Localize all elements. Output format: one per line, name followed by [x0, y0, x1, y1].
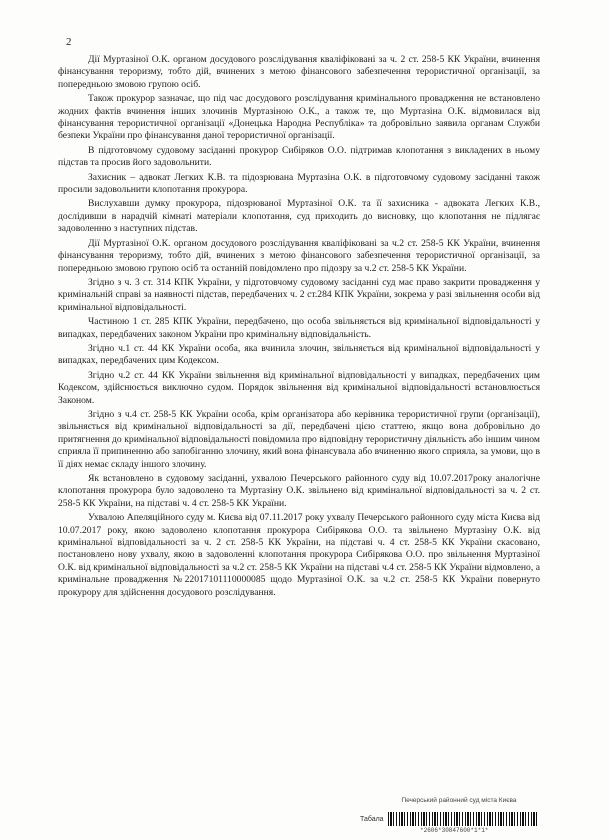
- barcode-number: *2606*30847600*1*1*: [420, 827, 489, 834]
- paragraph: Згідно ч.1 ст. 44 КК України особа, яка вчинила злочин, звільняється від кримінальної відповідальності у випадках, передбачених цим Кодексом.: [58, 342, 540, 367]
- paragraph: Також прокурор зазначає, що під час досудового розслідування кримінального провадження не встановлено жодних фактів вчинення інших злочинів Муртазіною О.К., а також те, що Муртазіна О.К. відмовилася від фінансування терористичної організації «Донецька Народна Республіка» та добровільно заявила органам Служби безпеки України про фінансування даної терористичної організації.: [58, 93, 540, 142]
- paragraph: Згідно з ч.4 ст. 258-5 КК України особа, крім організатора або керівника терористичної групи (організації), звільняється від кримінальної відповідальності за дії, передбачені цією статтею, якщо вона добровільно до притягнення до кримінальної відповідальності повідомила про відповідну терористичну діяльність або іншим чином сприяла її припиненню або запобіганню злочину, який вона фінансувала або вчиненню якого сприяла, за умови, що в її діях немає складу іншого злочину.: [58, 408, 540, 470]
- paragraph: Згідно ч.2 ст. 44 КК України звільнення від кримінальної відповідальності у випадках, передбачених цим Кодексом, здійснюється виключно судом. Порядок звільнення від кримінальної відповідальності встановлюється Законом.: [58, 369, 540, 406]
- paragraph: Як встановлено в судовому засіданні, ухвалою Печерського районного суду від 10.07.2017року аналогічне клопотання прокурора було задоволено та Муртазіну О.К. звільнено від кримінальної відповідальності за ч. 2 ст. 258-5 КК України, на підставі ч. 4 ст. 258-5 КК України.: [58, 473, 540, 509]
- court-stamp: Печерський районний суд міста Києва: [401, 797, 517, 804]
- document-body: [58, 54, 540, 601]
- paragraph: Частиною 1 ст. 285 КПК України, передбачено, що особа звільняється від кримінальної відповідальності у випадках, передбачених законом України про кримінальну відповідальність.: [58, 316, 540, 340]
- paragraph: Дії Муртазіної О.К. органом досудового розслідування кваліфіковані за ч. 2 ст. 258-5 КК України, вчинення фінансування тероризму, тобто дій, вчинених з метою фінансового забезпечення терористичної організації, за попередньою змовою групою осіб.: [58, 54, 540, 90]
- paragraph: Ухвалою Апеляційного суду м. Києва від 07.11.2017 року ухвалу Печерського районного суду міста Києва від 10.07.2017 року, якою задоволено клопотання прокурора Сибірякова О.О. та звільнено Муртазіну О.К. від кримінальної відповідальності за ч. 2 ст. 258-5 КК України, на підставі ч. 4 ст. 258-5 КК України скасовано, постановлено нову ухвалу, якою в задоволенні клопотання прокурора Сибірякова О.О. про звільнення Муртазіної О.К. від кримінальної відповідальності за ч.2 ст. 258-5 КК України на підставі ч.4 ст. 258-5 КК України відмовлено, а кримінальне провадження №22017101110000085 щодо Муртазіної О.К. за ч.2 ст. 258-5 КК України повернуто прокурору для здійснення досудового розслідування.: [58, 512, 540, 598]
- page-number: 2: [66, 36, 72, 48]
- paragraph: Згідно з ч. 3 ст. 314 КПК України, у підготовчому судовому засіданні суд має право закрити провадження у кримінальній справі за наявності підстав, передбачених ч. 2 ст.284 КПК України, зокрема у разі звільнення особи від кримінальної відповідальності.: [58, 276, 540, 313]
- paragraph: Дії Муртазіної О.К. органом досудового розслідування кваліфіковані за ч.2 ст. 258-5 КК України, вчинення фінансування тероризму, тобто дій, вчинених з метою фінансового забезпечення терористичної організації, за попередньою змовою групою осіб та останній повідомлено про підозру за ч.2 ст. 258-5 КК України.: [58, 237, 540, 274]
- paragraph: В підготовчому судовому засіданні прокурор Сибіряков О.О. підтримав клопотання з викладених в ньому підстав та просив його задовольнити.: [58, 144, 540, 169]
- footer-label: Табала: [360, 815, 384, 823]
- barcode: [388, 812, 538, 826]
- paragraph: Вислухавши думку прокурора, підозрюваної Муртазіної О.К. та її захисника - адвоката Легких К.В., дослідивши в нарадчій кімнаті матеріали клопотання, суд приходить до висновку, що клопотання не підлягає задоволенню з наступних підстав.: [58, 198, 540, 235]
- footer-barcode-row: [360, 812, 570, 826]
- paragraph: Захисник – адвокат Легких К.В. та підозрювана Муртазіна О.К. в підготовчому судовому засіданні також просили задовольнити клопотання прокурора.: [58, 171, 540, 196]
